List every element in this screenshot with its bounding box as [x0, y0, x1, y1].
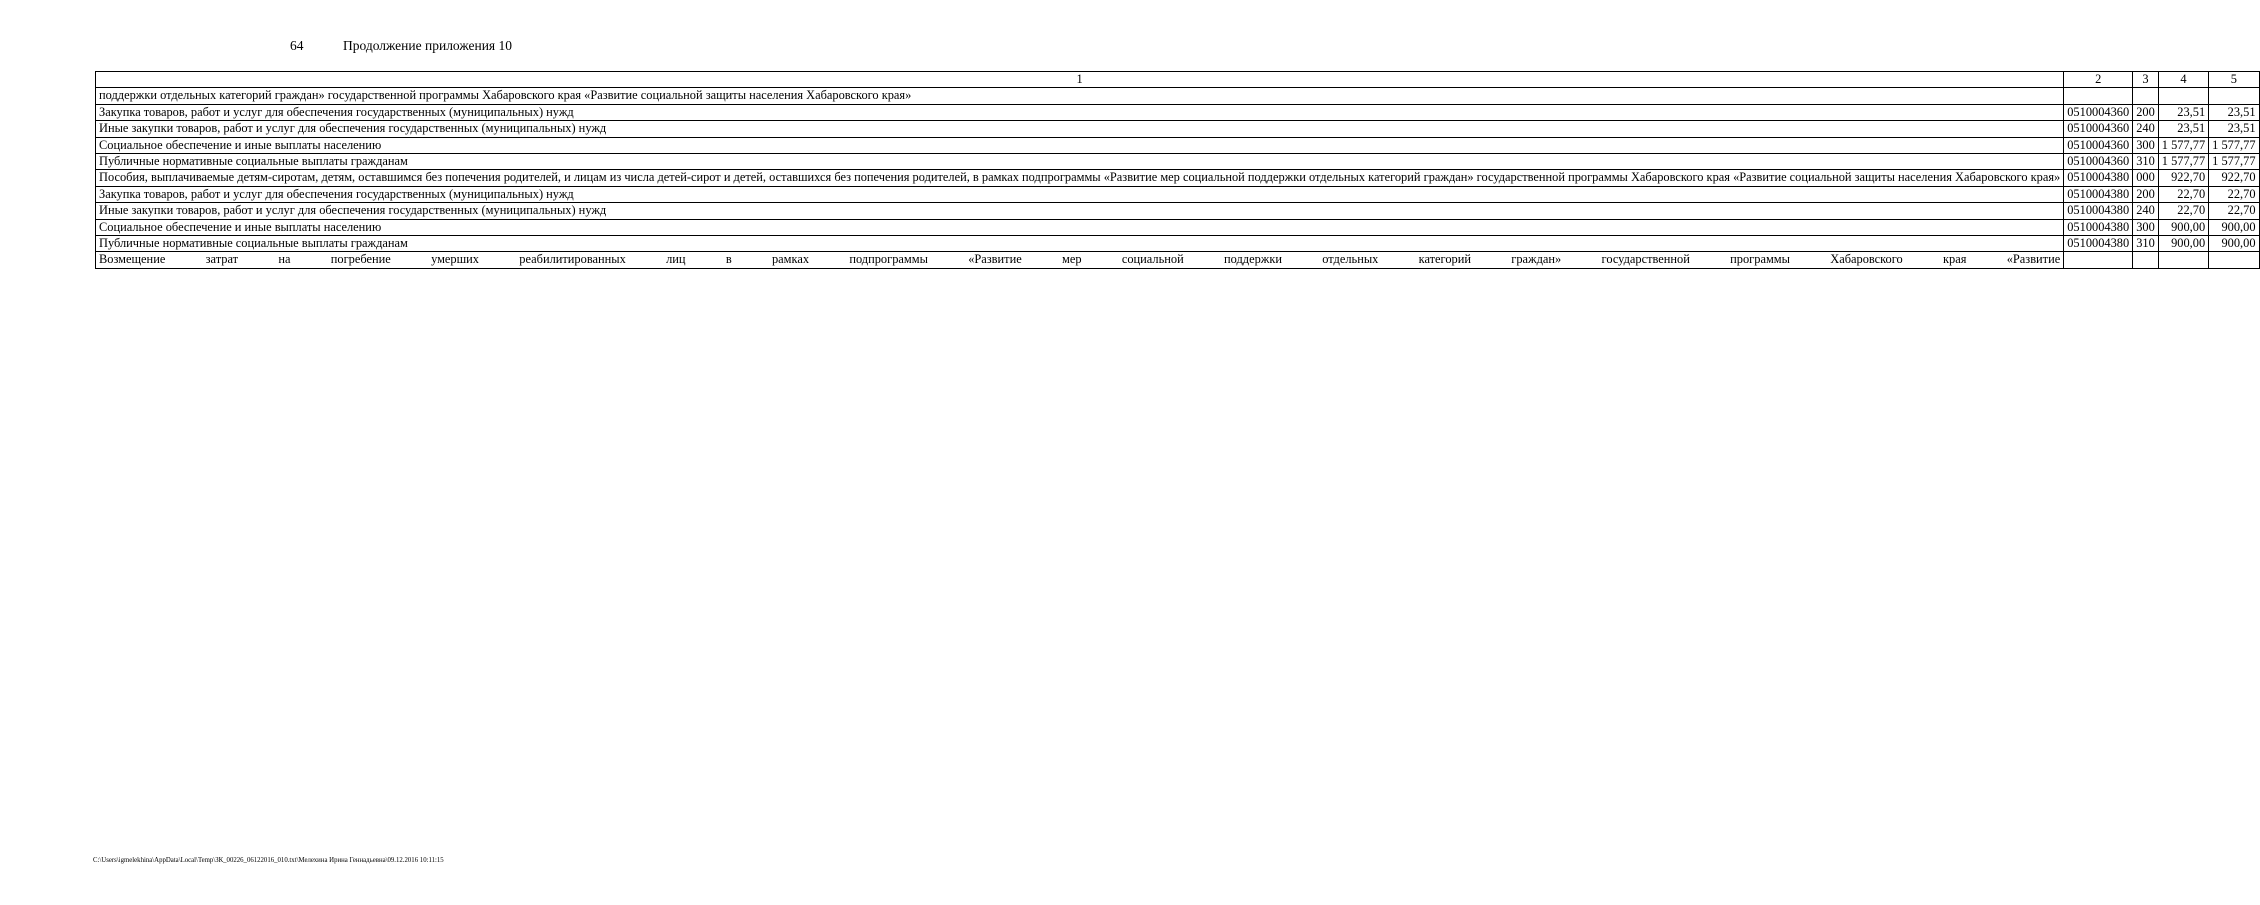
table-row — [96, 88, 2260, 104]
amount-col4: 23,51 — [2158, 121, 2208, 137]
table-row — [96, 236, 2260, 252]
expense-kind: 240 — [2133, 203, 2159, 219]
column-header: 1 — [96, 72, 2064, 88]
target-code: 0510004380 — [2064, 186, 2133, 202]
row-description: Публичные нормативные социальные выплаты гражданам — [96, 236, 2064, 252]
row-description: поддержки отдельных категорий граждан» государственной программы Хабаровского края «Развитие социальной защиты населения Хабаровского края» — [96, 88, 2064, 104]
amount-col4: 22,70 — [2158, 203, 2208, 219]
table-row — [96, 203, 2260, 219]
amount-col4: 22,70 — [2158, 186, 2208, 202]
target-code: 0510004380 — [2064, 236, 2133, 252]
target-code — [2064, 252, 2133, 268]
page-header — [0, 38, 640, 56]
amount-col5: 1 577,77 — [2209, 137, 2259, 153]
row-description: Закупка товаров, работ и услуг для обеспечения государственных (муниципальных) нужд — [96, 186, 2064, 202]
expense-kind — [2133, 88, 2159, 104]
amount-col5 — [2209, 252, 2259, 268]
column-header: 4 — [2158, 72, 2208, 88]
table-row — [96, 121, 2260, 137]
table-row — [96, 219, 2260, 235]
row-description: Публичные нормативные социальные выплаты гражданам — [96, 154, 2064, 170]
target-code: 0510004380 — [2064, 203, 2133, 219]
target-code: 0510004380 — [2064, 170, 2133, 186]
expense-kind: 300 — [2133, 137, 2159, 153]
row-description: Иные закупки товаров, работ и услуг для обеспечения государственных (муниципальных) нужд — [96, 121, 2064, 137]
row-description: Иные закупки товаров, работ и услуг для обеспечения государственных (муниципальных) нужд — [96, 203, 2064, 219]
amount-col5: 23,51 — [2209, 121, 2259, 137]
target-code: 0510004380 — [2064, 219, 2133, 235]
amount-col4: 900,00 — [2158, 219, 2208, 235]
appendix-continuation-title: Продолжение приложения 10 — [343, 38, 513, 53]
file-path-footer: C:\Users\igmelekhina\AppData\Local\Temp\ЗК_00226_06122016_010.txt\Мелехина Ирина Геннадьевна\09.12.2016 10:11:15 — [93, 857, 444, 864]
table-row — [96, 252, 2260, 268]
amount-col5: 23,51 — [2209, 104, 2259, 120]
target-code: 0510004360 — [2064, 137, 2133, 153]
target-code — [2064, 88, 2133, 104]
amount-col5: 22,70 — [2209, 203, 2259, 219]
table-row — [96, 104, 2260, 120]
expense-kind: 200 — [2133, 104, 2159, 120]
expense-kind: 240 — [2133, 121, 2159, 137]
amount-col4 — [2158, 88, 2208, 104]
amount-col5: 900,00 — [2209, 219, 2259, 235]
row-description: Возмещение затрат на погребение умерших реабилитированных лиц в рамках подпрограммы «Развитие мер социальной поддержки отдельных категорий граждан» государственной программы Хабаровского края «Развитие — [96, 252, 2064, 268]
target-code: 0510004360 — [2064, 104, 2133, 120]
page-number: 64 — [290, 38, 304, 53]
amount-col5: 22,70 — [2209, 186, 2259, 202]
table-row — [96, 170, 2260, 186]
expense-kind: 300 — [2133, 219, 2159, 235]
expense-kind: 200 — [2133, 186, 2159, 202]
amount-col5 — [2209, 88, 2259, 104]
amount-col4: 23,51 — [2158, 104, 2208, 120]
amount-col4: 1 577,77 — [2158, 154, 2208, 170]
amount-col4 — [2158, 252, 2208, 268]
column-header: 3 — [2133, 72, 2159, 88]
budget-table — [95, 71, 2260, 269]
column-header: 2 — [2064, 72, 2133, 88]
column-number-row — [96, 72, 2260, 88]
table-row — [96, 186, 2260, 202]
amount-col5: 900,00 — [2209, 236, 2259, 252]
amount-col4: 1 577,77 — [2158, 137, 2208, 153]
amount-col4: 922,70 — [2158, 170, 2208, 186]
row-description: Закупка товаров, работ и услуг для обеспечения государственных (муниципальных) нужд — [96, 104, 2064, 120]
expense-kind: 000 — [2133, 170, 2159, 186]
expense-kind — [2133, 252, 2159, 268]
amount-col4: 900,00 — [2158, 236, 2208, 252]
table-row — [96, 154, 2260, 170]
row-description: Социальное обеспечение и иные выплаты населению — [96, 137, 2064, 153]
amount-col5: 922,70 — [2209, 170, 2259, 186]
target-code: 0510004360 — [2064, 121, 2133, 137]
expense-kind: 310 — [2133, 154, 2159, 170]
expense-kind: 310 — [2133, 236, 2159, 252]
row-description: Социальное обеспечение и иные выплаты населению — [96, 219, 2064, 235]
column-header: 5 — [2209, 72, 2259, 88]
row-description: Пособия, выплачиваемые детям-сиротам, детям, оставшимся без попечения родителей, и лицам из числа детей-сирот и детей, оставшихся без попечения родителей, в рамках подпрограммы «Развитие мер социальной поддержки отдельных категорий граждан» государственной программы Хабаровского края «Развитие социальной защиты населения Хабаровского края» — [96, 170, 2064, 186]
amount-col5: 1 577,77 — [2209, 154, 2259, 170]
table-row — [96, 137, 2260, 153]
target-code: 0510004360 — [2064, 154, 2133, 170]
